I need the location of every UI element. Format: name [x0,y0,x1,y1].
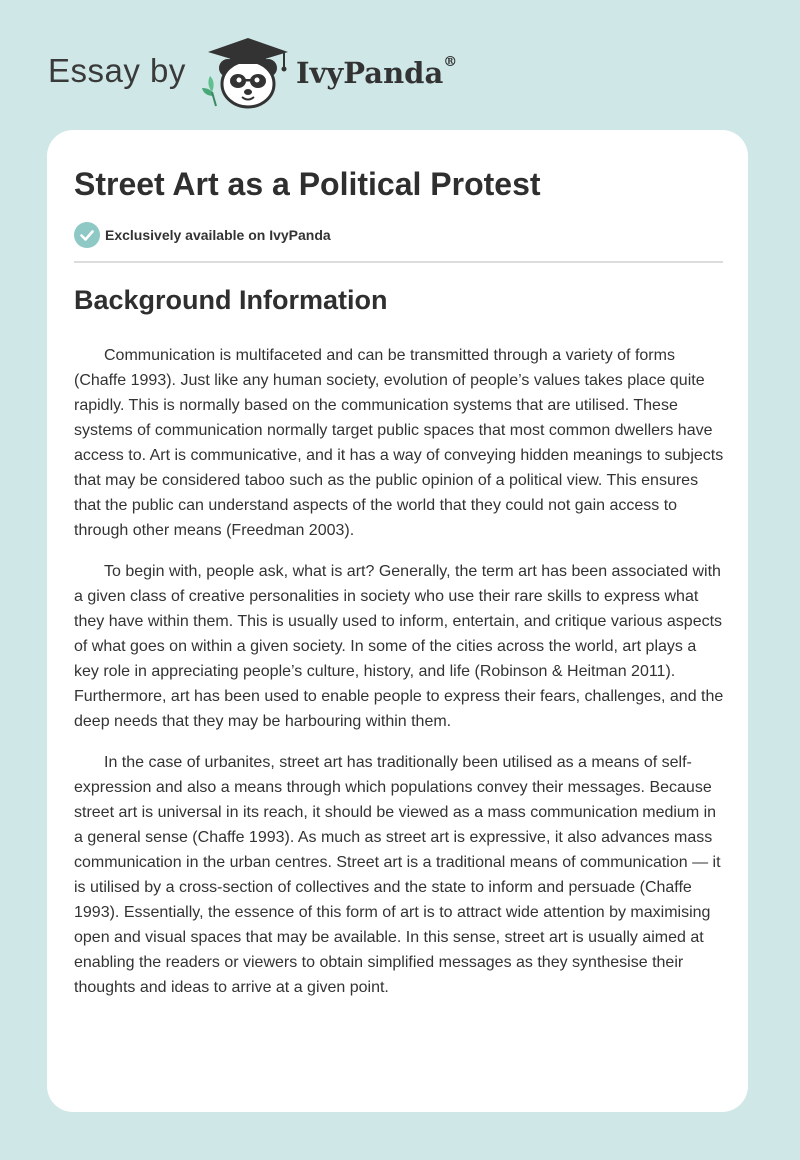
title-divider [74,261,723,263]
brand-name[interactable]: IvyPanda® [296,54,458,90]
paragraph-3: In the case of urbanites, street art has traditionally been utilised as a means of self-expression and also a means through which populations convey their messages. Because street art is universal in its reach, it should be viewed as a mass communication medium in a general sense (Chaffe 1993). As much as street art is expressive, it also advances mass communication in the urban centres. Street art is a traditional means of communication — it is utilised by a cross-section of collectives and the state to inform and persuade (Chaffe 1993). Essentially, the essence of this form of art is to attract wide attention by maximising open and visual spaces that may be available. In this sense, street art is usually aimed at enabling the readers or viewers to obtain simplified messages as they synthesise their thoughts and ideas to arrive at a given point. [74,754,721,996]
article-card [47,130,748,1112]
registered-mark: ® [443,54,458,71]
check-circle-icon [74,222,100,248]
paragraph-1: Communication is multifaceted and can be transmitted through a variety of forms (Chaffe 1993). Just like any human society, evolution of people’s values takes place quite rapidly. This is normally based on the communication systems that are utilised. These systems of communication normally target public spaces that most common dwellers have access to. Art is communicative, and it has a way of conveying hidden meanings to subjects that may be considered taboo such as the public opinion of a political view. This ensures that the public can understand aspects of the world that they could not gain access to through other means (Freedman 2003). [74,347,724,539]
exclusive-badge-text: Exclusively available on IvyPanda [105,227,331,243]
site-header [0,0,800,130]
essay-by-label: Essay by [48,52,186,89]
paragraph-2: To begin with, people ask, what is art? Generally, the term art has been associated with a given class of creative personalities in society who use their rare skills to express what they have within them. This is usually used to inform, entertain, and critique various aspects of what goes on within a given society. In some of the cities across the world, art plays a key role in appreciating people’s culture, history, and life (Robinson & Heitman 2011). Furthermore, art has been used to enable people to express their fears, challenges, and the deep needs that they may be harbouring within them. [74,563,724,730]
article-title: Street Art as a Political Protest [74,166,541,202]
panda-graduate-logo-icon[interactable] [200,34,296,110]
article-body [74,343,725,1016]
section-heading: Background Information [74,285,388,315]
exclusive-badge [74,222,331,248]
